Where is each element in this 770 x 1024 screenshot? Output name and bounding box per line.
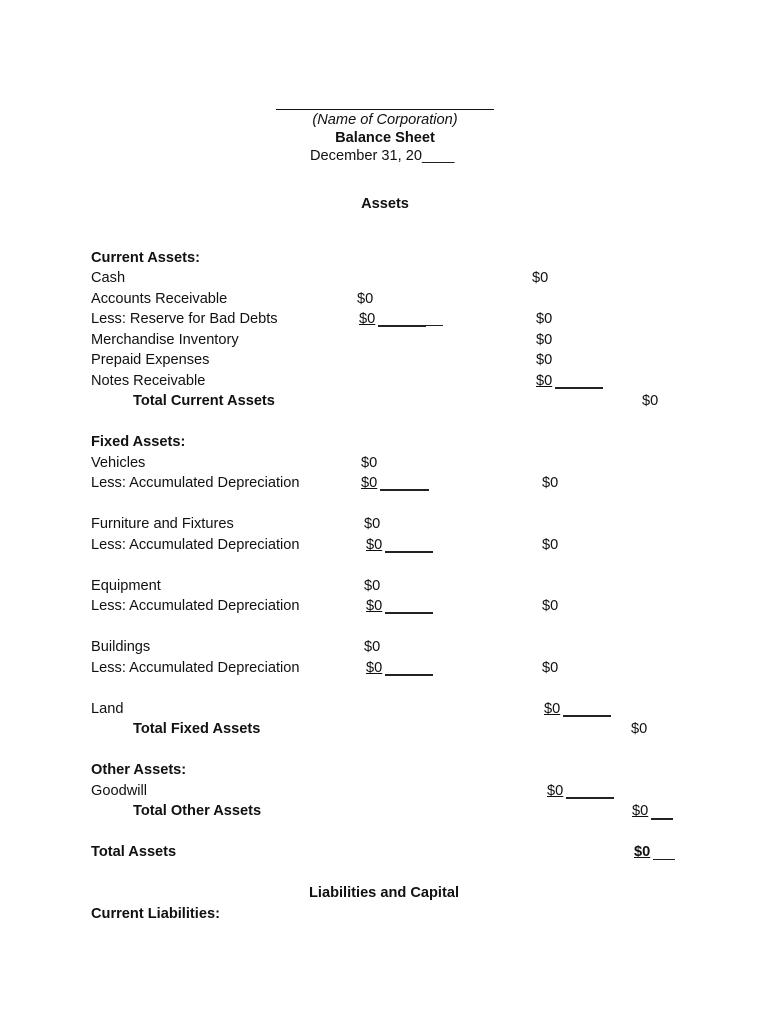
row-value-vehicles: $0 [361,455,378,471]
row-label-merchandise-inventory: Merchandise Inventory [91,332,239,348]
row-value-depreciation: $0 [366,537,383,553]
total-current-assets-value: $0 [642,393,659,409]
row-label-furniture: Furniture and Fixtures [91,516,234,532]
total-other-assets-value: $0 [632,803,649,819]
row-value-notes-receivable: $0 [536,373,553,389]
underline-rule [385,612,433,614]
row-label-accounts-receivable: Accounts Receivable [91,291,228,307]
total-assets-label: Total Assets [91,844,177,860]
underline-rule [426,325,443,326]
underline-rule [566,797,614,799]
row-label-prepaid-expenses: Prepaid Expenses [91,352,210,368]
row-label-vehicles: Vehicles [91,455,146,471]
corporation-name-line [276,109,494,110]
row-value-land: $0 [544,701,561,717]
row-label-depreciation: Less: Accumulated Depreciation [91,598,300,614]
row-label-depreciation: Less: Accumulated Depreciation [91,660,300,676]
assets-heading: Assets [361,196,409,212]
row-value-depreciation-net: $0 [542,475,559,491]
row-label-notes-receivable: Notes Receivable [91,373,206,389]
total-assets-value: $0 [634,844,651,860]
row-label-buildings: Buildings [91,639,151,655]
row-value-prepaid-expenses: $0 [536,352,553,368]
row-label-bad-debts: Less: Reserve for Bad Debts [91,311,278,327]
row-value-depreciation: $0 [366,598,383,614]
row-value-depreciation: $0 [366,660,383,676]
underline-rule [653,859,675,860]
row-value-furniture: $0 [364,516,381,532]
total-other-assets-label: Total Other Assets [133,803,262,819]
underline-rule [380,489,429,491]
underline-rule [385,551,433,553]
corporation-name: (Name of Corporation) [312,112,458,128]
underline-rule [385,674,433,676]
total-current-assets-label: Total Current Assets [133,393,275,409]
current-assets-heading: Current Assets: [91,250,200,266]
row-value-goodwill: $0 [547,783,564,799]
row-value-cash: $0 [532,270,549,286]
document-title: Balance Sheet [335,130,435,146]
row-value-accounts-receivable: $0 [357,291,374,307]
row-value-bad-debts: $0 [359,311,376,327]
total-fixed-assets-label: Total Fixed Assets [133,721,261,737]
fixed-assets-heading: Fixed Assets: [91,434,186,450]
total-fixed-assets-value: $0 [631,721,648,737]
row-value-depreciation: $0 [361,475,378,491]
row-value-equipment: $0 [364,578,381,594]
row-value-bad-debts-net: $0 [536,311,553,327]
current-liabilities-heading: Current Liabilities: [91,906,220,922]
row-label-equipment: Equipment [91,578,161,594]
row-value-merchandise-inventory: $0 [536,332,553,348]
row-label-depreciation: Less: Accumulated Depreciation [91,475,300,491]
row-value-depreciation-net: $0 [542,660,559,676]
statement-date: December 31, 20____ [310,148,455,164]
row-value-depreciation-net: $0 [542,537,559,553]
underline-rule [651,818,673,820]
row-label-goodwill: Goodwill [91,783,147,799]
other-assets-heading: Other Assets: [91,762,187,778]
row-label-depreciation: Less: Accumulated Depreciation [91,537,300,553]
row-label-land: Land [91,701,124,717]
row-value-depreciation-net: $0 [542,598,559,614]
underline-rule [378,325,426,327]
liabilities-heading: Liabilities and Capital [308,885,460,901]
underline-rule [563,715,611,717]
underline-rule [555,387,603,389]
row-label-cash: Cash [91,270,126,286]
row-value-buildings: $0 [364,639,381,655]
